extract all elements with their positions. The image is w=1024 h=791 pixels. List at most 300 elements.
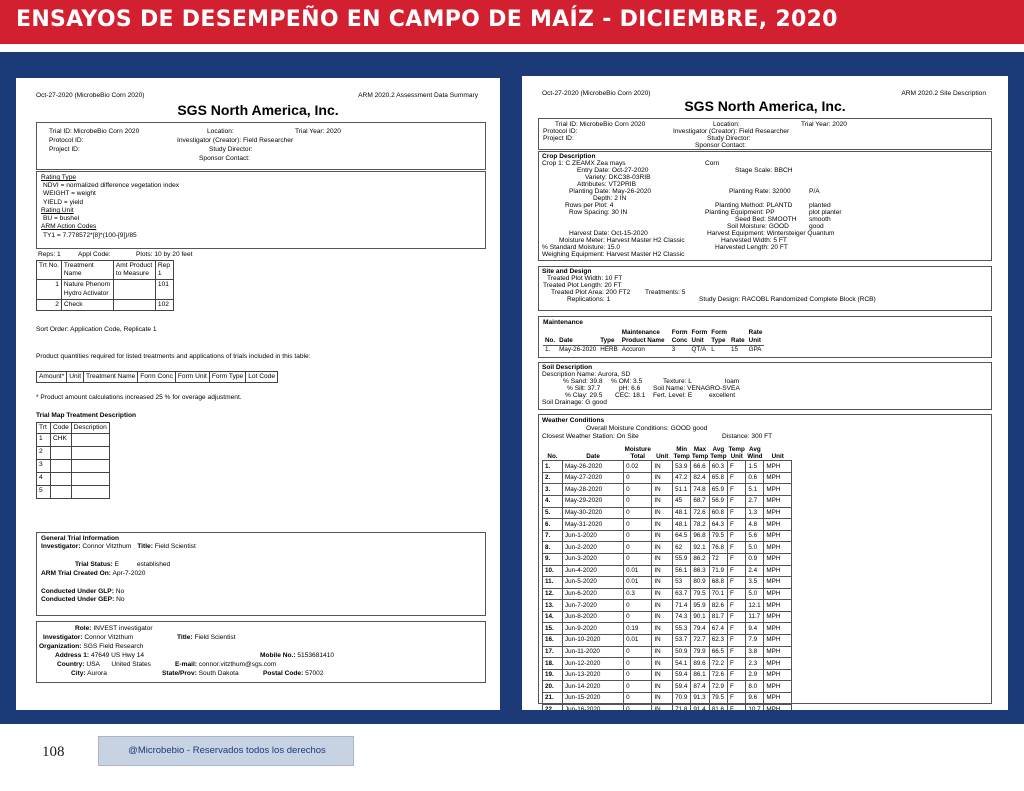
weather-cell: IN xyxy=(652,704,673,710)
weather-cell: 79.5 xyxy=(691,588,709,600)
weather-cell: 2.7 xyxy=(746,495,764,507)
weather-cell: 2.3 xyxy=(746,658,764,670)
weather-cell: 45 xyxy=(673,495,691,507)
organization: SGS Field Research xyxy=(83,643,144,650)
cell xyxy=(113,299,155,310)
cell: 1 xyxy=(37,280,62,299)
weather-cell: May-31-2020 xyxy=(562,519,623,531)
weather-cell: 2.4 xyxy=(746,565,764,577)
th-form-unit: Form Unit xyxy=(175,372,209,383)
table-row xyxy=(37,447,110,460)
seed-bed-value: smooth xyxy=(809,216,831,223)
weather-cell: IN xyxy=(652,681,673,693)
weather-cell: F xyxy=(728,461,746,473)
role: INVEST investigator xyxy=(93,625,153,632)
weather-cell: 60.3 xyxy=(709,461,727,473)
weather-cell: 0 xyxy=(624,704,652,710)
general-info-box xyxy=(36,532,486,616)
weather-cell: 0 xyxy=(624,472,652,484)
weather-cell: IN xyxy=(652,600,673,612)
status-code: E xyxy=(114,561,119,569)
weather-cell: MPH xyxy=(764,646,792,658)
cell: 101 xyxy=(155,280,173,299)
weather-cell: MPH xyxy=(764,484,792,496)
label: Postal Code: xyxy=(263,670,304,677)
weather-cell: MPH xyxy=(764,542,792,554)
weather-cell: 17. xyxy=(543,646,563,658)
weather-cell: 0 xyxy=(624,553,652,565)
cell: Nature Phenom Hydro Activator xyxy=(61,280,113,299)
cell: L xyxy=(711,345,715,353)
weather-cell: MPH xyxy=(764,577,792,589)
th: Date xyxy=(559,337,573,345)
company-name: SGS North America, Inc. xyxy=(177,102,339,118)
weather-cell: 89.6 xyxy=(691,658,709,670)
weather-cell: 0 xyxy=(624,495,652,507)
trial-info-box xyxy=(538,118,992,150)
weather-cell: F xyxy=(728,484,746,496)
weather-cell: 90.1 xyxy=(691,611,709,623)
weather-cell: 63.7 xyxy=(673,588,691,600)
assessment-summary-page xyxy=(16,78,500,710)
weather-cell: 51.1 xyxy=(673,484,691,496)
weather-cell: May-27-2020 xyxy=(562,472,623,484)
banner-title: ENSAYOS DE DESEMPEÑO EN CAMPO DE MAÍZ - DICIEMBRE, 2020 xyxy=(16,7,838,32)
silt: % Silt: 37.7 xyxy=(567,385,601,392)
weather-cell: MPH xyxy=(764,600,792,612)
th: Form Unit xyxy=(691,329,708,345)
weather-cell: 82.6 xyxy=(709,600,727,612)
weather-cell: 76.8 xyxy=(709,542,727,554)
harvested-length: Harvested Length: 20 FT xyxy=(715,244,788,251)
weather-row xyxy=(543,461,792,473)
th-max-temp: Max Temp xyxy=(691,445,709,460)
th-code: Code xyxy=(51,423,72,434)
rating-unit-title: Rating Unit xyxy=(41,206,74,214)
label: Investigator: xyxy=(41,543,81,551)
weather-cell: 0.6 xyxy=(746,472,764,484)
weather-cell: IN xyxy=(652,519,673,531)
weather-cell: IN xyxy=(652,530,673,542)
trial-map-table xyxy=(36,422,110,499)
weather-cell: 56.1 xyxy=(673,565,691,577)
appl-code: Appl Code: xyxy=(78,251,111,258)
texture: Texture: L xyxy=(663,378,692,385)
weather-cell: 3.5 xyxy=(746,577,764,589)
weather-cell: Jun-15-2020 xyxy=(562,693,623,705)
th-avg-temp: Avg Temp xyxy=(710,445,727,460)
title-banner xyxy=(0,0,1024,44)
rating-unit: BU = bushel xyxy=(43,215,80,223)
weather-cell: 10. xyxy=(543,565,563,577)
weather-cell: 7. xyxy=(543,530,563,542)
weather-cell: 0 xyxy=(624,507,652,519)
weather-cell: 72.6 xyxy=(709,669,727,681)
weather-cell: F xyxy=(728,542,746,554)
weather-cell: 0 xyxy=(624,530,652,542)
weather-row xyxy=(543,646,792,658)
cell: QT/A xyxy=(691,345,707,353)
weather-cell: 10.7 xyxy=(746,704,764,710)
cell xyxy=(71,434,109,447)
weather-cell: Jun-7-2020 xyxy=(562,600,623,612)
weather-row xyxy=(543,600,792,612)
table-row xyxy=(543,345,764,353)
texture-value: loam xyxy=(725,378,740,385)
weather-cell: 16. xyxy=(543,635,563,647)
weather-cell: 86.2 xyxy=(691,553,709,565)
weather-cell: 4.8 xyxy=(746,519,764,531)
weather-row xyxy=(543,472,792,484)
investigator-creator: Investigator (Creator): Field Researcher xyxy=(673,128,790,135)
label: State/Prov: xyxy=(162,670,197,677)
cell xyxy=(51,486,72,499)
protocol-id: Protocol ID: xyxy=(543,128,578,135)
weather-cell: F xyxy=(728,704,746,710)
investigator-name: Connor Vitzthum xyxy=(82,543,132,551)
weather-cell: 86.1 xyxy=(691,669,709,681)
weather-cell: 79.5 xyxy=(709,530,727,542)
weather-row xyxy=(543,635,792,647)
weather-cell: 21. xyxy=(543,693,563,705)
cell xyxy=(113,280,155,299)
weather-cell: F xyxy=(728,530,746,542)
weather-cell: 2. xyxy=(543,472,563,484)
weather-cell: 79.5 xyxy=(709,693,727,705)
weather-cell: F xyxy=(728,519,746,531)
trial-year: Trial Year: 2020 xyxy=(801,121,847,128)
weather-cell: Jun-12-2020 xyxy=(562,658,623,670)
weather-cell: 12.1 xyxy=(746,600,764,612)
crop-box xyxy=(538,151,992,261)
weather-cell: IN xyxy=(652,472,673,484)
ph: pH: 6.6 xyxy=(619,385,641,392)
weather-cell: 70.1 xyxy=(709,588,727,600)
gep-value: No xyxy=(116,596,125,604)
label: Country: xyxy=(57,661,85,668)
weather-cell: 5.0 xyxy=(746,542,764,554)
weather-cell: IN xyxy=(652,635,673,647)
seed-bed: Seed Bed: SMOOTH xyxy=(735,216,797,223)
weather-table xyxy=(542,446,792,710)
weather-cell: 82.4 xyxy=(691,472,709,484)
th: Rate xyxy=(731,337,745,345)
weather-cell: 68.7 xyxy=(691,495,709,507)
weather-cell: IN xyxy=(652,577,673,589)
weather-cell: 81.6 xyxy=(709,704,727,710)
weather-row xyxy=(543,588,792,600)
weather-cell: 15. xyxy=(543,623,563,635)
weather-cell: MPH xyxy=(764,472,792,484)
th-form-conc: Form Conc xyxy=(138,372,176,383)
table-row xyxy=(37,434,110,447)
weather-cell: Jun-9-2020 xyxy=(562,623,623,635)
th-moisture: Moisture Total xyxy=(624,445,651,460)
label: Address 1: xyxy=(55,652,90,659)
study-director: Study Director: xyxy=(209,146,253,153)
weather-cell: IN xyxy=(652,611,673,623)
weather-cell: F xyxy=(728,658,746,670)
weather-cell: IN xyxy=(652,553,673,565)
trial-year: Trial Year: 2020 xyxy=(295,128,341,135)
weather-cell: 72.9 xyxy=(709,681,727,693)
cell: 5 xyxy=(37,486,51,499)
weather-cell: 0.3 xyxy=(624,588,652,600)
replications: Replications: 1 xyxy=(567,296,611,303)
th-min-temp: Min Temp xyxy=(673,445,690,460)
weather-cell: May-26-2020 xyxy=(562,461,623,473)
project-id: Project ID: xyxy=(49,146,80,153)
weather-cell: Jun-10-2020 xyxy=(562,635,623,647)
copyright-text: @Microbebio - Reservados todos los derechos xyxy=(128,745,326,756)
weather-cell: 0.9 xyxy=(746,553,764,565)
weather-cell: 11.7 xyxy=(746,611,764,623)
th-no: No. xyxy=(547,452,558,460)
weather-cell: 55.3 xyxy=(673,623,691,635)
project-id: Project ID: xyxy=(543,135,574,142)
weather-cell: 55.9 xyxy=(673,553,691,565)
weather-cell: 0 xyxy=(624,693,652,705)
adjustment-note: * Product amount calculations increased 25 % for overage adjustment. xyxy=(36,394,242,401)
weather-row xyxy=(543,704,792,710)
weather-cell: May-28-2020 xyxy=(562,484,623,496)
label: Mobile No.: xyxy=(260,652,296,659)
site-design-box xyxy=(538,266,992,311)
glp-value: No xyxy=(115,587,125,595)
trial-id: Trial ID: MicrobeBio Corn 2020 xyxy=(555,121,646,128)
treatments-count: Treatments: 5 xyxy=(645,289,686,296)
weather-cell: IN xyxy=(652,495,673,507)
weather-row xyxy=(543,693,792,705)
weather-cell: F xyxy=(728,681,746,693)
weather-cell: 65.8 xyxy=(709,472,727,484)
page-header-right: ARM 2020.2 Site Description xyxy=(901,90,986,97)
company-name: SGS North America, Inc. xyxy=(684,98,846,114)
label: City: xyxy=(71,670,86,677)
weather-cell: 59.4 xyxy=(673,669,691,681)
planting-rate-unit: P/A xyxy=(809,188,820,195)
th-lot-code: Lot Code xyxy=(246,372,278,383)
weather-row xyxy=(543,507,792,519)
weather-cell: 8. xyxy=(543,542,563,554)
crop-common-name: Corn xyxy=(705,160,720,167)
weighing-equipment: Weighing Equipment: Harvest Master H2 Classic xyxy=(542,251,685,258)
email: connor.vitzthum@sgs.com xyxy=(198,661,277,668)
weather-cell: 78.2 xyxy=(691,519,709,531)
maintenance-box xyxy=(538,316,992,358)
weather-cell: IN xyxy=(652,658,673,670)
soil-name: Soil Name: VENAGRO-SVEA xyxy=(653,385,740,392)
weather-station: Closest Weather Station: On Site xyxy=(542,433,639,441)
weather-cell: 0.01 xyxy=(624,577,652,589)
weather-cell: 0.01 xyxy=(624,635,652,647)
weather-cell: IN xyxy=(652,507,673,519)
weather-cell: 72.6 xyxy=(691,507,709,519)
weather-cell: 91.3 xyxy=(691,693,709,705)
trial-map-title: Trial Map Treatment Description xyxy=(36,412,137,419)
weather-cell: 11. xyxy=(543,577,563,589)
weather-cell: 0 xyxy=(624,611,652,623)
th-form-type: Form Type xyxy=(209,372,245,383)
cell xyxy=(51,447,72,460)
soil-drainage: Soil Drainage: G good xyxy=(542,399,607,406)
created-date: Apr-7-2020 xyxy=(112,569,146,577)
table-row xyxy=(37,280,174,299)
planting-equipment-value: plot planter xyxy=(809,209,842,216)
weather-cell: 92.1 xyxy=(691,542,709,554)
cell: 3 xyxy=(37,460,51,473)
cell: 3 xyxy=(671,345,676,353)
weather-cell: Jun-6-2020 xyxy=(562,588,623,600)
country: United States xyxy=(111,661,151,668)
trial-info-box xyxy=(36,122,486,170)
weather-cell: 2.9 xyxy=(746,669,764,681)
weather-row xyxy=(543,623,792,635)
weather-cell: 74.8 xyxy=(691,484,709,496)
stage-scale: Stage Scale: BBCH xyxy=(735,167,793,174)
action-codes-title: ARM Action Codes xyxy=(41,223,97,231)
page-header-left: Oct-27-2020 (MicrobeBio Corn 2020) xyxy=(36,92,145,99)
weather-cell: 96.8 xyxy=(691,530,709,542)
weather-cell: 0.01 xyxy=(624,565,652,577)
standard-moisture: % Standard Moisture: 15.0 xyxy=(542,244,621,251)
th-rep: Rep 1 xyxy=(155,261,173,280)
th: Form Type xyxy=(711,329,728,345)
weather-cell: May-29-2020 xyxy=(562,495,623,507)
study-design: Study Design: RACOBL Randomized Complete Block (RCB) xyxy=(699,296,876,303)
weather-cell: 5.0 xyxy=(746,588,764,600)
weather-cell: MPH xyxy=(764,681,792,693)
th: Maintenance Product Name xyxy=(621,329,665,345)
weather-row xyxy=(543,495,792,507)
cec: CEC: 18.1 xyxy=(615,392,646,399)
weather-row xyxy=(543,484,792,496)
weather-cell: MPH xyxy=(764,553,792,565)
clay: % Clay: 29.5 xyxy=(565,392,603,399)
investigator-creator: Investigator (Creator): Field Researcher xyxy=(177,137,294,144)
treatment-table xyxy=(36,260,174,311)
weather-cell: 60.8 xyxy=(709,507,727,519)
sponsor-contact: Sponsor Contact: xyxy=(199,155,250,162)
weather-cell: MPH xyxy=(764,623,792,635)
maintenance-title: Maintenance xyxy=(543,319,583,326)
contact-investigator: Connor Vitzthum xyxy=(84,634,134,641)
table-row xyxy=(37,473,110,486)
weather-cell: F xyxy=(728,577,746,589)
contact-title: Field Scientist xyxy=(194,634,236,641)
weather-cell: 66.5 xyxy=(709,646,727,658)
fert-level-value: excellent xyxy=(709,392,736,399)
weather-cell: MPH xyxy=(764,519,792,531)
soil-moisture: Soil Moisture: GOOD xyxy=(727,223,789,230)
copyright-box xyxy=(98,736,354,766)
plot-width: Treated Plot Width: 10 FT xyxy=(547,275,623,282)
page-number: 108 xyxy=(42,744,65,760)
th-unit: Unit xyxy=(656,452,669,460)
location-label: Location: xyxy=(713,121,740,128)
weather-cell: 0.19 xyxy=(624,623,652,635)
mobile: 5153681410 xyxy=(297,652,335,659)
weather-row xyxy=(543,542,792,554)
label: Conducted Under GEP: xyxy=(41,596,115,604)
weather-cell: F xyxy=(728,565,746,577)
weather-cell: 87.4 xyxy=(691,681,709,693)
weather-cell: Jun-5-2020 xyxy=(562,577,623,589)
weather-cell: 1.3 xyxy=(746,507,764,519)
weather-cell: 0 xyxy=(624,519,652,531)
weather-row xyxy=(543,658,792,670)
contact-box xyxy=(36,621,486,683)
weather-cell: 4. xyxy=(543,495,563,507)
weather-title: Weather Conditions xyxy=(542,417,605,424)
weather-cell: MPH xyxy=(764,495,792,507)
weather-cell: IN xyxy=(652,669,673,681)
weather-box xyxy=(538,414,992,710)
entry-date: Entry Date: Oct-27-2020 xyxy=(577,167,649,174)
station-distance: Distance: 300 FT xyxy=(722,433,773,441)
weather-cell: 22. xyxy=(543,704,563,710)
weather-cell: Jun-16-2020 xyxy=(562,704,623,710)
label: Conducted Under GLP: xyxy=(41,587,114,595)
label: E-mail: xyxy=(175,661,197,668)
weather-cell: Jun-14-2020 xyxy=(562,681,623,693)
weather-cell: IN xyxy=(652,623,673,635)
planting-date: Planting Date: May-26-2020 xyxy=(569,188,652,195)
site-description-page xyxy=(522,76,1008,710)
country-code: USA xyxy=(86,661,100,668)
weather-cell: 53.9 xyxy=(673,461,691,473)
moisture-meter: Moisture Meter: Harvest Master H2 Classic xyxy=(559,237,685,244)
weather-cell: 13. xyxy=(543,600,563,612)
label: Title: xyxy=(177,634,193,641)
weather-cell: MPH xyxy=(764,611,792,623)
weather-cell: 18. xyxy=(543,658,563,670)
variety: Variety: DKC38-03RIB xyxy=(585,174,651,181)
weather-cell: IN xyxy=(652,565,673,577)
weather-cell: MPH xyxy=(764,461,792,473)
weather-cell: 19. xyxy=(543,669,563,681)
weather-cell: Jun-8-2020 xyxy=(562,611,623,623)
weather-row xyxy=(543,577,792,589)
weather-cell: 3.8 xyxy=(746,646,764,658)
weather-cell: F xyxy=(728,472,746,484)
th: Form Conc xyxy=(671,329,688,345)
weather-cell: F xyxy=(728,600,746,612)
table-row xyxy=(37,486,110,499)
weather-row xyxy=(543,565,792,577)
protocol-id: Protocol ID: xyxy=(49,137,84,144)
planting-method-value: planted xyxy=(809,202,831,209)
weather-cell: 79.4 xyxy=(691,623,709,635)
weather-cell: 70.9 xyxy=(673,693,691,705)
weather-cell: 1.5 xyxy=(746,461,764,473)
table-row xyxy=(37,460,110,473)
weather-cell: 80.9 xyxy=(691,577,709,589)
weather-cell: 0 xyxy=(624,600,652,612)
weather-cell: 72.7 xyxy=(691,635,709,647)
weather-cell: 64.3 xyxy=(709,519,727,531)
sort-order: Sort Order: Application Code, Replicate 1 xyxy=(36,326,157,333)
soil-moisture-value: good xyxy=(809,223,824,230)
weather-cell: 71.8 xyxy=(673,704,691,710)
weather-cell: 79.9 xyxy=(691,646,709,658)
cell xyxy=(71,447,109,460)
status-value: established xyxy=(136,561,171,569)
page-header-left: Oct-27-2020 (MicrobeBio Corn 2020) xyxy=(542,90,651,97)
cell xyxy=(71,473,109,486)
weather-cell: F xyxy=(728,588,746,600)
th-amount: Amount* xyxy=(37,372,67,383)
